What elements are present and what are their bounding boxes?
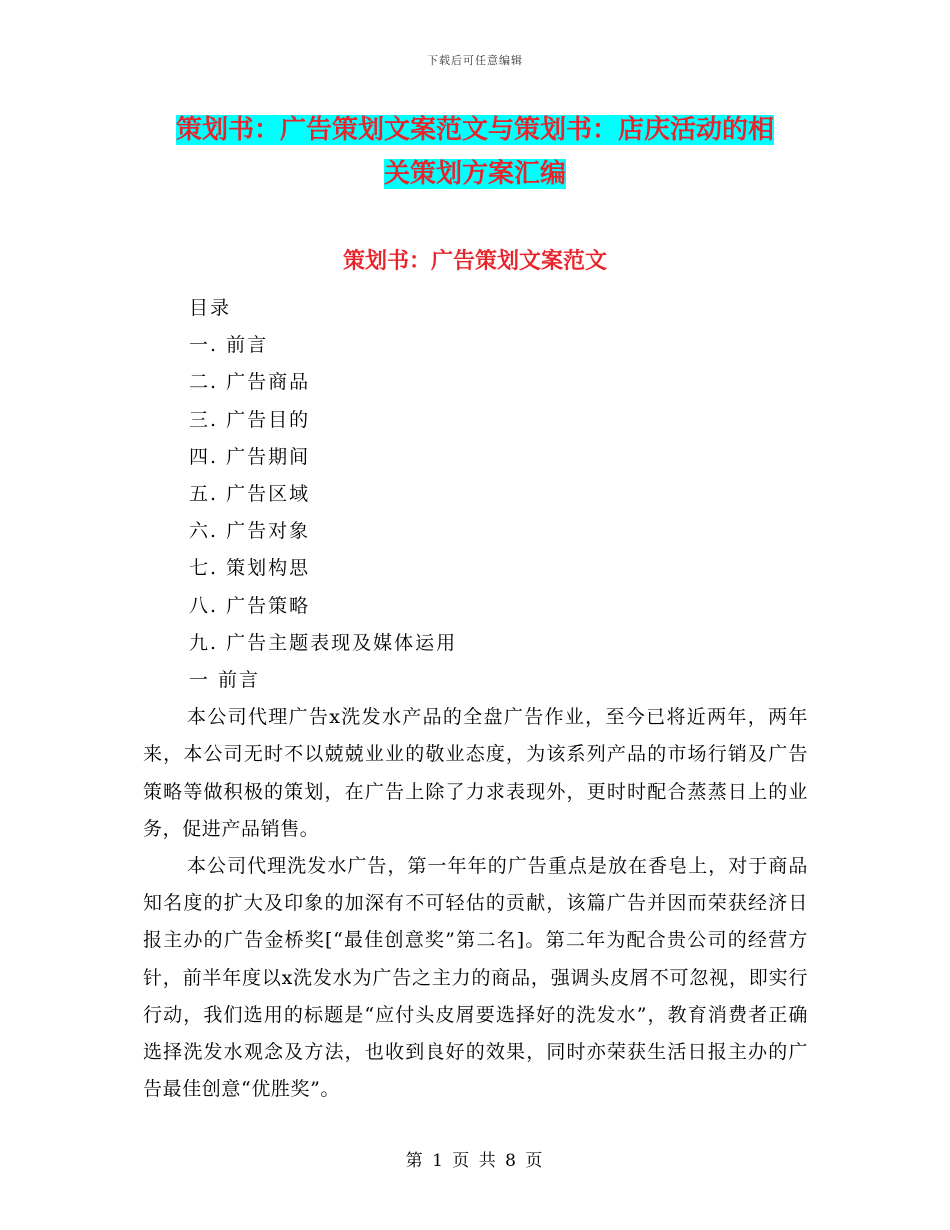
toc-item: 一. 前言 bbox=[189, 334, 269, 357]
toc-item: 六. 广告对象 bbox=[189, 520, 311, 543]
page-header-note: 下载后可任意编辑 bbox=[427, 54, 523, 67]
toc-item: 七. 策划构思 bbox=[189, 557, 311, 580]
document-title bbox=[150, 108, 800, 196]
toc-item: 四. 广告期间 bbox=[189, 445, 311, 468]
toc-item: 二. 广告商品 bbox=[189, 371, 311, 394]
toc-item: 八. 广告策略 bbox=[189, 594, 311, 617]
section-title: 策划书：广告策划文案范文 bbox=[342, 248, 607, 274]
toc-heading: 目录 bbox=[189, 297, 232, 319]
document-body bbox=[143, 290, 808, 1108]
intro-heading: 一 前言 bbox=[189, 669, 261, 692]
page-number: 第 1 页 共 8 页 bbox=[405, 1151, 545, 1171]
toc-item: 三. 广告目的 bbox=[189, 408, 311, 431]
document-title-line-2: 关策划方案汇编 bbox=[383, 159, 566, 189]
body-paragraph: 本公司代理洗发水广告，第一年年的广告重点是放在香皂上，对于商品知名度的扩大及印象的加深有不可轻估的贡献，该篇广告并因而荣获经济日报主办的广告金桥奖[“最佳创意奖”第二名]。第二年为配合贵公司的经营方针，前半年度以x洗发水为广告之主力的商品，强调头皮屑不可忽视，即实行行动，我们选用的标题是“应付头皮屑要选择好的洗发水”，教育消费者正确选择洗发水观念及方法，也收到良好的效果，同时亦荣获生活日报主办的广告最佳创意“优胜奖”。 bbox=[143, 855, 808, 1101]
toc-item: 五. 广告区域 bbox=[189, 483, 311, 506]
document-title-line-1: 策划书：广告策划文案范文与策划书：店庆活动的相 bbox=[175, 115, 774, 145]
toc-item: 九. 广告主题表现及媒体运用 bbox=[189, 631, 458, 654]
body-paragraph: 本公司代理广告x洗发水产品的全盘广告作业，至今已将近两年，两年来，本公司无时不以兢兢业业的敬业态度，为该系列产品的市场行销及广告策略等做积极的策划，在广告上除了力求表现外，更时时配合蒸蒸日上的业务，促进产品销售。 bbox=[143, 706, 808, 840]
